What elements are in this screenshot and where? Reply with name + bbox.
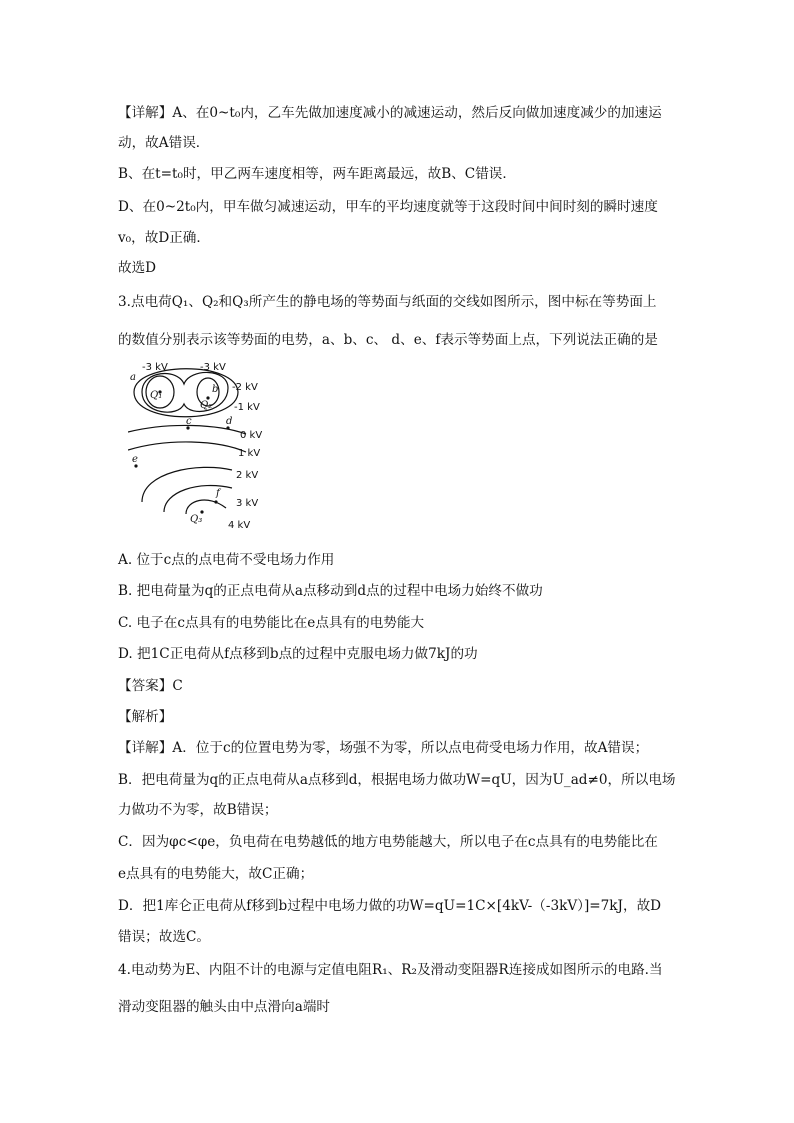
text-line: 故选D xyxy=(118,260,157,276)
potential-label: -3 kV xyxy=(200,362,226,373)
text-line: 动，故A错误． xyxy=(118,135,210,151)
equipotential-line xyxy=(164,485,232,512)
point-label: c xyxy=(186,416,192,427)
analysis-line: 力做功不为零，故B错误； xyxy=(118,802,278,818)
potential-label: 1 kV xyxy=(238,448,261,459)
option-b: B. 把电荷量为q的正点电荷从a点移动到d点的过程中电场力始终不做功 xyxy=(118,583,543,599)
equipotential-diagram xyxy=(128,362,278,532)
point-label: b xyxy=(212,384,219,395)
potential-label: 2 kV xyxy=(236,470,259,481)
equipotential-figure xyxy=(128,362,278,532)
text-line: 【详解】A、在0~t₀内，乙车先做加速度减小的减速运动，然后反向做加速度减少的加速运 xyxy=(118,105,662,121)
analysis-line: 【详解】A．位于c的位置电势为零，场强不为零，所以点电荷受电场力作用，故A错误； xyxy=(118,740,649,756)
analysis-line: C．因为φc<φe，负电荷在电势越低的地方电势能越大，所以电子在c点具有的电势能比在 xyxy=(118,834,658,850)
equipotential-line xyxy=(128,442,246,452)
potential-label: 0 kV xyxy=(240,430,263,441)
question-3-stem: 3.点电荷Q₁、Q₂和Q₃所产生的静电场的等势面与纸面的交线如图所示，图中标在等势面上 xyxy=(118,294,657,310)
point-label: e xyxy=(132,454,138,465)
point-label: f xyxy=(216,488,220,499)
text-line: B、在t=t₀时，甲乙两车速度相等，两车距离最远，故B、C错误． xyxy=(118,166,516,182)
potential-label: -1 kV xyxy=(234,402,260,413)
option-d: D. 把1C正电荷从f点移到b点的过程中克服电场力做7kJ的功 xyxy=(118,646,478,662)
question-3-stem: 的数值分别表示该等势面的电势，a、b、c、 d、e、f表示等势面上点，下列说法正确的是 xyxy=(118,332,658,348)
point-label: a xyxy=(130,372,136,383)
analysis-line: e点具有的电势能大，故C正确； xyxy=(118,866,314,882)
text-line: D、在0~2t₀内，甲车做匀减速运动，甲车的平均速度就等于这段时间中间时刻的瞬时速度 xyxy=(118,199,658,215)
question-4-stem: 滑动变阻器的触头由中点滑向a端时 xyxy=(118,999,331,1015)
analysis-line: B．把电荷量为q的正点电荷从a点移到d，根据电场力做功W=qU，因为U_ad≠0，所以电场 xyxy=(118,772,676,788)
potential-label: 4 kV xyxy=(228,520,251,531)
potential-label: 3 kV xyxy=(236,498,259,509)
point-f-dot xyxy=(214,500,217,503)
potential-label: -2 kV xyxy=(232,382,258,393)
point-label: d xyxy=(226,416,233,427)
charge-label: Q₂ xyxy=(200,400,213,411)
option-c: C. 电子在c点具有的电势能比在e点具有的电势能大 xyxy=(118,615,425,631)
text-line: v₀，故D正确． xyxy=(118,230,210,246)
charge-label: Q₃ xyxy=(190,514,203,525)
potential-label: -3 kV xyxy=(142,362,168,373)
option-a: A. 位于c点的点电荷不受电场力作用 xyxy=(118,552,335,568)
charge-label: Q₁ xyxy=(150,390,163,401)
analysis-line: 错误；故选C。 xyxy=(118,929,210,945)
analysis-heading: 【解析】 xyxy=(118,709,173,725)
equipotential-line xyxy=(186,500,226,514)
question-4-stem: 4.电动势为E、内阻不计的电源与定值电阻R₁、R₂及滑动变阻器R连接成如图所示的电路.当 xyxy=(118,962,663,978)
answer-line: 【答案】C xyxy=(118,678,183,694)
analysis-line: D．把1库仑正电荷从f移到b过程中电场力做的功W=qU=1C×[4kV-（-3kV）]=7kJ，故D xyxy=(118,898,662,914)
